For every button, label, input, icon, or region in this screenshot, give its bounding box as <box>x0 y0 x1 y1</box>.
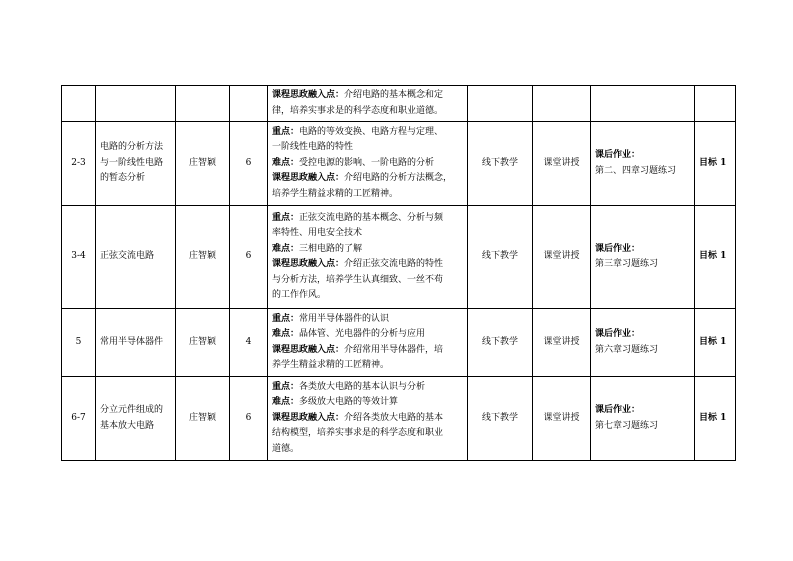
method-cell: 课堂讲授 <box>533 377 591 461</box>
seq-cell: 5 <box>62 309 96 377</box>
difficulty-label: 难点： <box>272 243 300 254</box>
ideological-text: 介绍电路的基本概念和定 <box>344 90 444 100</box>
method-cell: 课堂讲授 <box>533 122 591 206</box>
goal-cell: 目标 1 <box>695 122 736 206</box>
content-cell: 重点：正弦交流电路的基本概念、分析与频 率特性、用电安全技术 难点：三相电路的了解 课程思政融入点：介绍正弦交流电路的特性 与分析方法，培养学生认真细致、一丝不苟 的工作作风。 <box>268 206 468 309</box>
hours-cell: 6 <box>230 377 268 461</box>
difficulty-label: 难点： <box>272 157 300 168</box>
content-cell <box>268 86 468 122</box>
key-point-label: 重点： <box>272 126 300 137</box>
mode-cell: 线下教学 <box>468 122 533 206</box>
homework-cell <box>591 86 695 122</box>
method-cell: 课堂讲授 <box>533 206 591 309</box>
goal-cell: 目标 1 <box>695 377 736 461</box>
teacher-cell <box>176 86 230 122</box>
table-row <box>62 377 736 461</box>
seq-cell: 3-4 <box>62 206 96 309</box>
difficulty-label: 难点： <box>272 329 300 339</box>
hours-cell: 6 <box>230 206 268 309</box>
table-row <box>62 122 736 206</box>
ideological-label: 课程思政融入点： <box>272 344 345 355</box>
goal-cell <box>695 86 736 122</box>
difficulty-label: 难点： <box>272 397 300 408</box>
teacher-cell: 庄智颖 <box>176 309 230 377</box>
content-cell: 重点：各类放大电路的基本认识与分析 难点：多级放大电路的等效计算 课程思政融入点：介绍各类放大电路的基本 结构模型，培养实事求是的科学态度和职业 道德。 <box>268 377 468 461</box>
ideological-label: 课程思政融入点： <box>272 90 345 100</box>
goal-cell: 目标 1 <box>695 206 736 309</box>
title-cell: 电路的分析方法 与一阶线性电路 的暂态分析 <box>96 122 176 206</box>
ideological-label: 课程思政融入点： <box>272 259 345 269</box>
homework-cell: 课后作业： 第三章习题练习 <box>591 206 695 309</box>
title-cell: 分立元件组成的 基本放大电路 <box>96 377 176 461</box>
ideological-text: 律，培养实事求是的科学态度和职业道德。 <box>272 105 444 116</box>
title-cell <box>96 86 176 122</box>
key-point-label: 重点： <box>272 313 300 324</box>
goal-cell: 目标 1 <box>695 309 736 377</box>
mode-cell: 线下教学 <box>468 377 533 461</box>
ideological-label: 课程思政融入点： <box>272 173 345 184</box>
content-cell: 重点：电路的等效变换、电路方程与定理、 一阶线性电路的特性 难点：受控电源的影响、一阶电路的分析 课程思政融入点：介绍电路的分析方法概念， 培养学生精益求精的工匠精神。 <box>268 122 468 206</box>
teacher-cell: 庄智颖 <box>176 206 230 309</box>
seq-cell <box>62 86 96 122</box>
title-cell: 正弦交流电路 <box>96 206 176 309</box>
table-row <box>62 206 736 309</box>
mode-cell <box>468 86 533 122</box>
hours-cell <box>230 86 268 122</box>
homework-label: 课后作业： <box>595 150 641 160</box>
content-cell: 重点：常用半导体器件的认识 难点：晶体管、光电器件的分析与应用 课程思政融入点：介绍常用半导体器件，培 养学生精益求精的工匠精神。 <box>268 309 468 377</box>
homework-label: 课后作业： <box>595 329 641 339</box>
ideological-label: 课程思政融入点： <box>272 412 345 423</box>
course-schedule-table <box>61 85 736 461</box>
homework-cell: 课后作业： 第六章习题练习 <box>591 309 695 377</box>
seq-cell: 2-3 <box>62 122 96 206</box>
homework-cell: 课后作业： 第七章习题练习 <box>591 377 695 461</box>
mode-cell: 线下教学 <box>468 309 533 377</box>
method-cell: 课堂讲授 <box>533 309 591 377</box>
homework-label: 课后作业： <box>595 405 641 415</box>
table-row <box>62 86 736 122</box>
hours-cell: 6 <box>230 122 268 206</box>
title-cell: 常用半导体器件 <box>96 309 176 377</box>
key-point-label: 重点： <box>272 212 300 223</box>
key-point-label: 重点： <box>272 381 300 392</box>
method-cell <box>533 86 591 122</box>
teacher-cell: 庄智颖 <box>176 377 230 461</box>
hours-cell: 4 <box>230 309 268 377</box>
homework-cell: 课后作业： 第二、四章习题练习 <box>591 122 695 206</box>
table-row <box>62 309 736 377</box>
teacher-cell: 庄智颖 <box>176 122 230 206</box>
seq-cell: 6-7 <box>62 377 96 461</box>
homework-label: 课后作业： <box>595 243 641 254</box>
mode-cell: 线下教学 <box>468 206 533 309</box>
